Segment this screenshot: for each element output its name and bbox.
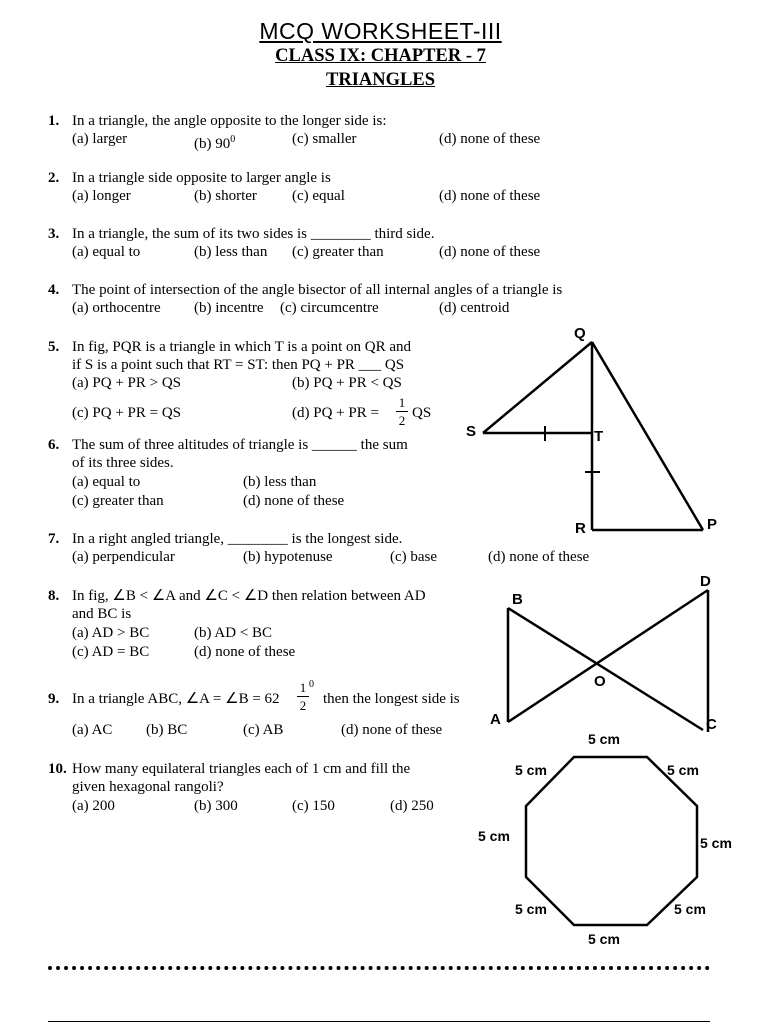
question-5-number: 5.	[48, 339, 60, 355]
question-8-option-c: (c) AD = BC	[72, 644, 150, 660]
question-1-number: 1.	[48, 113, 60, 129]
question-9-option-d: (d) none of these	[341, 722, 443, 738]
question-3-number: 3.	[48, 226, 60, 242]
question-10-option-d: (d) 250	[390, 798, 434, 814]
label-r: R	[575, 520, 586, 537]
question-2-option-a: (a) longer	[72, 188, 131, 204]
label-c: C	[706, 716, 717, 733]
question-1-option-c: (c) smaller	[292, 131, 357, 147]
question-9-option-b: (b) BC	[146, 722, 188, 738]
question-5-line-2: if S is a point such that RT = ST: then PQ + PR ___ QS	[72, 357, 405, 373]
segment-ad	[508, 590, 708, 722]
dotted-separator	[48, 966, 710, 970]
question-6-option-a: (a) equal to	[72, 474, 141, 490]
question-6-option-b: (b) less than	[243, 474, 317, 490]
question-3-text: In a triangle, the sum of its two sides is ________ third side.	[72, 226, 435, 242]
label-t: T	[594, 428, 604, 445]
octagon-label-bottom: 5 cm	[588, 931, 620, 947]
question-7-option-c: (c) base	[390, 549, 438, 565]
question-9-fraction-numerator: 1	[299, 680, 307, 695]
question-4-option-c: (c) circumcentre	[280, 300, 379, 316]
question-9-fraction-denominator: 2	[299, 698, 307, 713]
question-4-text: The point of intersection of the angle bisector of all internal angles of a triangle is	[72, 282, 563, 298]
label-d: D	[700, 573, 711, 590]
question-5-fraction-numerator: 1	[398, 395, 406, 410]
label-s: S	[466, 423, 477, 440]
question-5-option-d-tail: QS	[412, 405, 432, 421]
question-4-number: 4.	[48, 282, 60, 298]
question-2-number: 2.	[48, 170, 60, 186]
question-10-option-b: (b) 300	[194, 798, 238, 814]
label-o: O	[594, 673, 606, 690]
question-3-option-c: (c) greater than	[292, 244, 384, 260]
degree-superscript: 0	[230, 134, 236, 145]
question-8-option-b: (b) AD < BC	[194, 625, 273, 641]
question-7-text: In a right angled triangle, ________ is the longest side.	[72, 531, 403, 547]
question-3-option-d: (d) none of these	[439, 244, 541, 260]
question-9-text-after: then the longest side is	[323, 691, 460, 707]
question-6-number: 6.	[48, 437, 60, 453]
segment-bc	[508, 608, 703, 730]
footer-rule	[48, 1021, 710, 1022]
question-4-option-a: (a) orthocentre	[72, 300, 161, 316]
worksheet-title: MCQ WORKSHEET-III	[259, 18, 502, 44]
label-a: A	[490, 711, 501, 728]
question-5-fraction-denominator: 2	[398, 413, 406, 428]
question-7-option-a: (a) perpendicular	[72, 549, 175, 565]
octagon-label-right: 5 cm	[700, 835, 732, 851]
question-8-option-a: (a) AD > BC	[72, 625, 150, 641]
question-2-text: In a triangle side opposite to larger angle is	[72, 170, 331, 186]
question-5-option-d: (d) PQ + PR =	[292, 405, 379, 421]
question-1-option-a: (a) larger	[72, 131, 128, 147]
label-b: B	[512, 591, 523, 608]
octagon-label-top: 5 cm	[588, 731, 620, 747]
question-9-degree-superscript: 0	[309, 679, 314, 690]
topic-heading: TRIANGLES	[326, 70, 435, 90]
question-1-text: In a triangle, the angle opposite to the longer side is:	[72, 113, 387, 129]
question-5-option-a: (a) PQ + PR > QS	[72, 375, 182, 391]
question-8-line-1: In fig, ∠B < ∠A and ∠C < ∠D then relation between AD	[72, 588, 426, 604]
question-6-option-c: (c) greater than	[72, 493, 164, 509]
question-3-option-b: (b) less than	[194, 244, 268, 260]
question-10-line-2: given hexagonal rangoli?	[72, 779, 224, 795]
question-6-option-d: (d) none of these	[243, 493, 345, 509]
question-6-line-2: of its three sides.	[72, 455, 174, 471]
question-7-option-d: (d) none of these	[488, 549, 590, 565]
question-8-line-2: and BC is	[72, 606, 132, 622]
question-7-option-b: (b) hypotenuse	[243, 549, 333, 565]
question-5-option-c: (c) PQ + PR = QS	[72, 405, 182, 421]
question-2-option-d: (d) none of these	[439, 188, 541, 204]
question-1-option-d: (d) none of these	[439, 131, 541, 147]
question-9-text-before: In a triangle ABC, ∠A = ∠B = 62	[72, 691, 280, 707]
question-4-option-b: (b) incentre	[194, 300, 264, 316]
label-q: Q	[574, 325, 586, 342]
octagon-label-top-left: 5 cm	[515, 762, 547, 778]
octagon-label-top-right: 5 cm	[667, 762, 699, 778]
segment-qs	[483, 342, 592, 433]
question-9-option-c: (c) AB	[243, 722, 284, 738]
class-chapter-heading: CLASS IX: CHAPTER - 7	[275, 46, 486, 66]
question-6-line-1: The sum of three altitudes of triangle is ______ the sum	[72, 437, 408, 453]
question-5-line-1: In fig, PQR is a triangle in which T is a point on QR and	[72, 339, 412, 355]
question-1-option-b: (b) $90^0$	[194, 134, 236, 152]
question-9-option-a: (a) AC	[72, 722, 113, 738]
question-10-option-a: (a) 200	[72, 798, 115, 814]
label-p: P	[707, 516, 718, 533]
question-2-option-b: (b) shorter	[194, 188, 257, 204]
segment-qp	[592, 342, 703, 530]
question-7-number: 7.	[48, 531, 60, 547]
octagon-shape	[526, 757, 697, 925]
question-2-option-c: (c) equal	[292, 188, 345, 204]
question-4-option-d: (d) centroid	[439, 300, 510, 316]
question-8-option-d: (d) none of these	[194, 644, 296, 660]
question-5-option-b: (b) PQ + PR < QS	[292, 375, 402, 391]
question-8-number: 8.	[48, 588, 60, 604]
question-10-number: 10.	[48, 761, 67, 777]
question-9-number: 9.	[48, 691, 60, 707]
question-10-line-1: How many equilateral triangles each of 1 cm and fill the	[72, 761, 411, 777]
question-10-option-c: (c) 150	[292, 798, 335, 814]
octagon-label-bottom-right: 5 cm	[674, 901, 706, 917]
question-3-option-a: (a) equal to	[72, 244, 141, 260]
octagon-label-left: 5 cm	[478, 828, 510, 844]
triangles-abcd-figure	[508, 590, 708, 732]
triangle-pqr-figure	[483, 342, 703, 530]
octagon-label-bottom-left: 5 cm	[515, 901, 547, 917]
